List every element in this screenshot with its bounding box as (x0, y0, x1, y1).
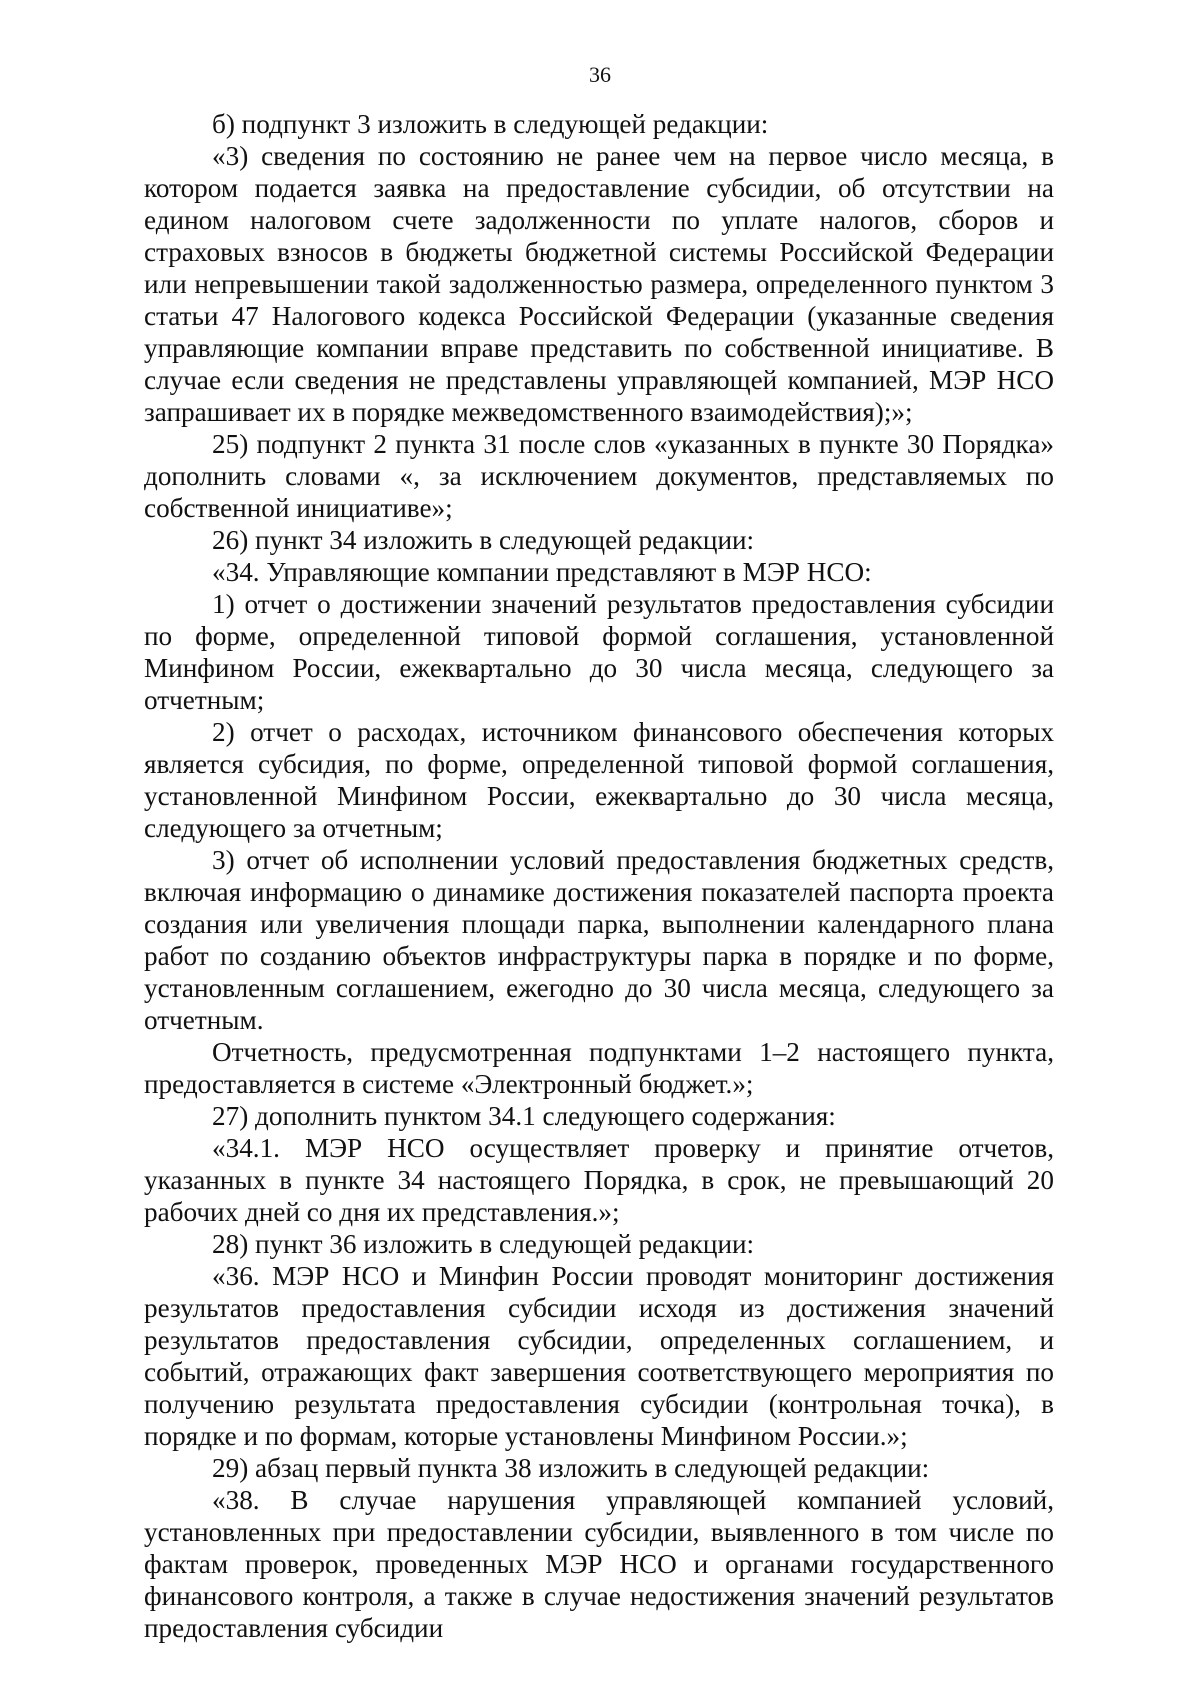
paragraph-report-1: 1) отчет о достижении значений результатов предоставления субсидии по форме, определенной типовой формой соглашения, установленной Минфином России, ежеквартально до 30 числа месяца, следующего за отчетным; (144, 589, 1054, 715)
paragraph-item-29: 29) абзац первый пункта 38 изложить в следующей редакции: (212, 1453, 930, 1483)
paragraph-item-28: 28) пункт 36 изложить в следующей редакции: (212, 1229, 755, 1259)
paragraph-item-25: 25) подпункт 2 пункта 31 после слов «указанных в пункте 30 Порядка» дополнить словами «, за исключением документов, представляемых по собственной инициативе»; (144, 429, 1054, 523)
paragraph-point-38: «38. В случае нарушения управляющей компанией условий, установленных при предоставлении субсидии, выявленного в том числе по фактам проверок, проведенных МЭР НСО и органами государственного финансового контроля, а также в случае недостижения значений результатов предоставления субсидии (144, 1485, 1054, 1643)
paragraph-subitem-3-text: «3) сведения по состоянию не ранее чем на первое число месяца, в котором подается заявка на предоставление субсидии, об отсутствии на едином налоговом счете задолженности по уплате налогов, сборов и страховых взносов в бюджеты бюджетной системы Российской Федерации или непревышении такой задолженностью размера, определенного пунктом 3 статьи 47 Налогового кодекса Российской Федерации (указанные сведения управляющие компании вправе представить по собственной инициативе. В случае если сведения не представлены управляющей компанией, МЭР НСО запрашивает их в порядке межведомственного взаимодействия);»; (144, 141, 1054, 427)
paragraph-point-36: «36. МЭР НСО и Минфин России проводят мониторинг достижения результатов предоставления субсидии исходя из достижения значений результатов предоставления субсидии, определенных соглашением, и событий, отражающих факт завершения соответствующего мероприятия по получению результата предоставления субсидии (контрольная точка), в порядке и по формам, которые установлены Минфином России.»; (144, 1261, 1054, 1451)
paragraph-item-26: 26) пункт 34 изложить в следующей редакции: (212, 525, 755, 555)
paragraph-item-27: 27) дополнить пунктом 34.1 следующего содержания: (212, 1101, 836, 1131)
paragraph-report-2: 2) отчет о расходах, источником финансового обеспечения которых является субсидия, по форме, определенной типовой формой соглашения, установленной Минфином России, ежеквартально до 30 числа месяца, следующего за отчетным; (144, 717, 1054, 843)
document-body (144, 108, 1054, 1644)
page-number: 36 (589, 62, 611, 87)
paragraph-b-subitem-3: б) подпункт 3 изложить в следующей редакции: (212, 109, 769, 139)
paragraph-point-34-1: «34.1. МЭР НСО осуществляет проверку и принятие отчетов, указанных в пункте 34 настоящего Порядка, в срок, не превышающий 20 рабочих дней со дня их представления.»; (144, 1133, 1054, 1227)
paragraph-point-34: «34. Управляющие компании представляют в МЭР НСО: (212, 557, 872, 587)
paragraph-report-3: 3) отчет об исполнении условий предоставления бюджетных средств, включая информацию о динамике достижения показателей паспорта проекта создания или увеличения площади парка, выполнении календарного плана работ по созданию объектов инфраструктуры парка в порядке и по форме, установленным соглашением, ежегодно до 30 числа месяца, следующего за отчетным. (144, 845, 1054, 1035)
paragraph-reporting-note: Отчетность, предусмотренная подпунктами 1–2 настоящего пункта, предоставляется в системе «Электронный бюджет.»; (144, 1037, 1054, 1099)
